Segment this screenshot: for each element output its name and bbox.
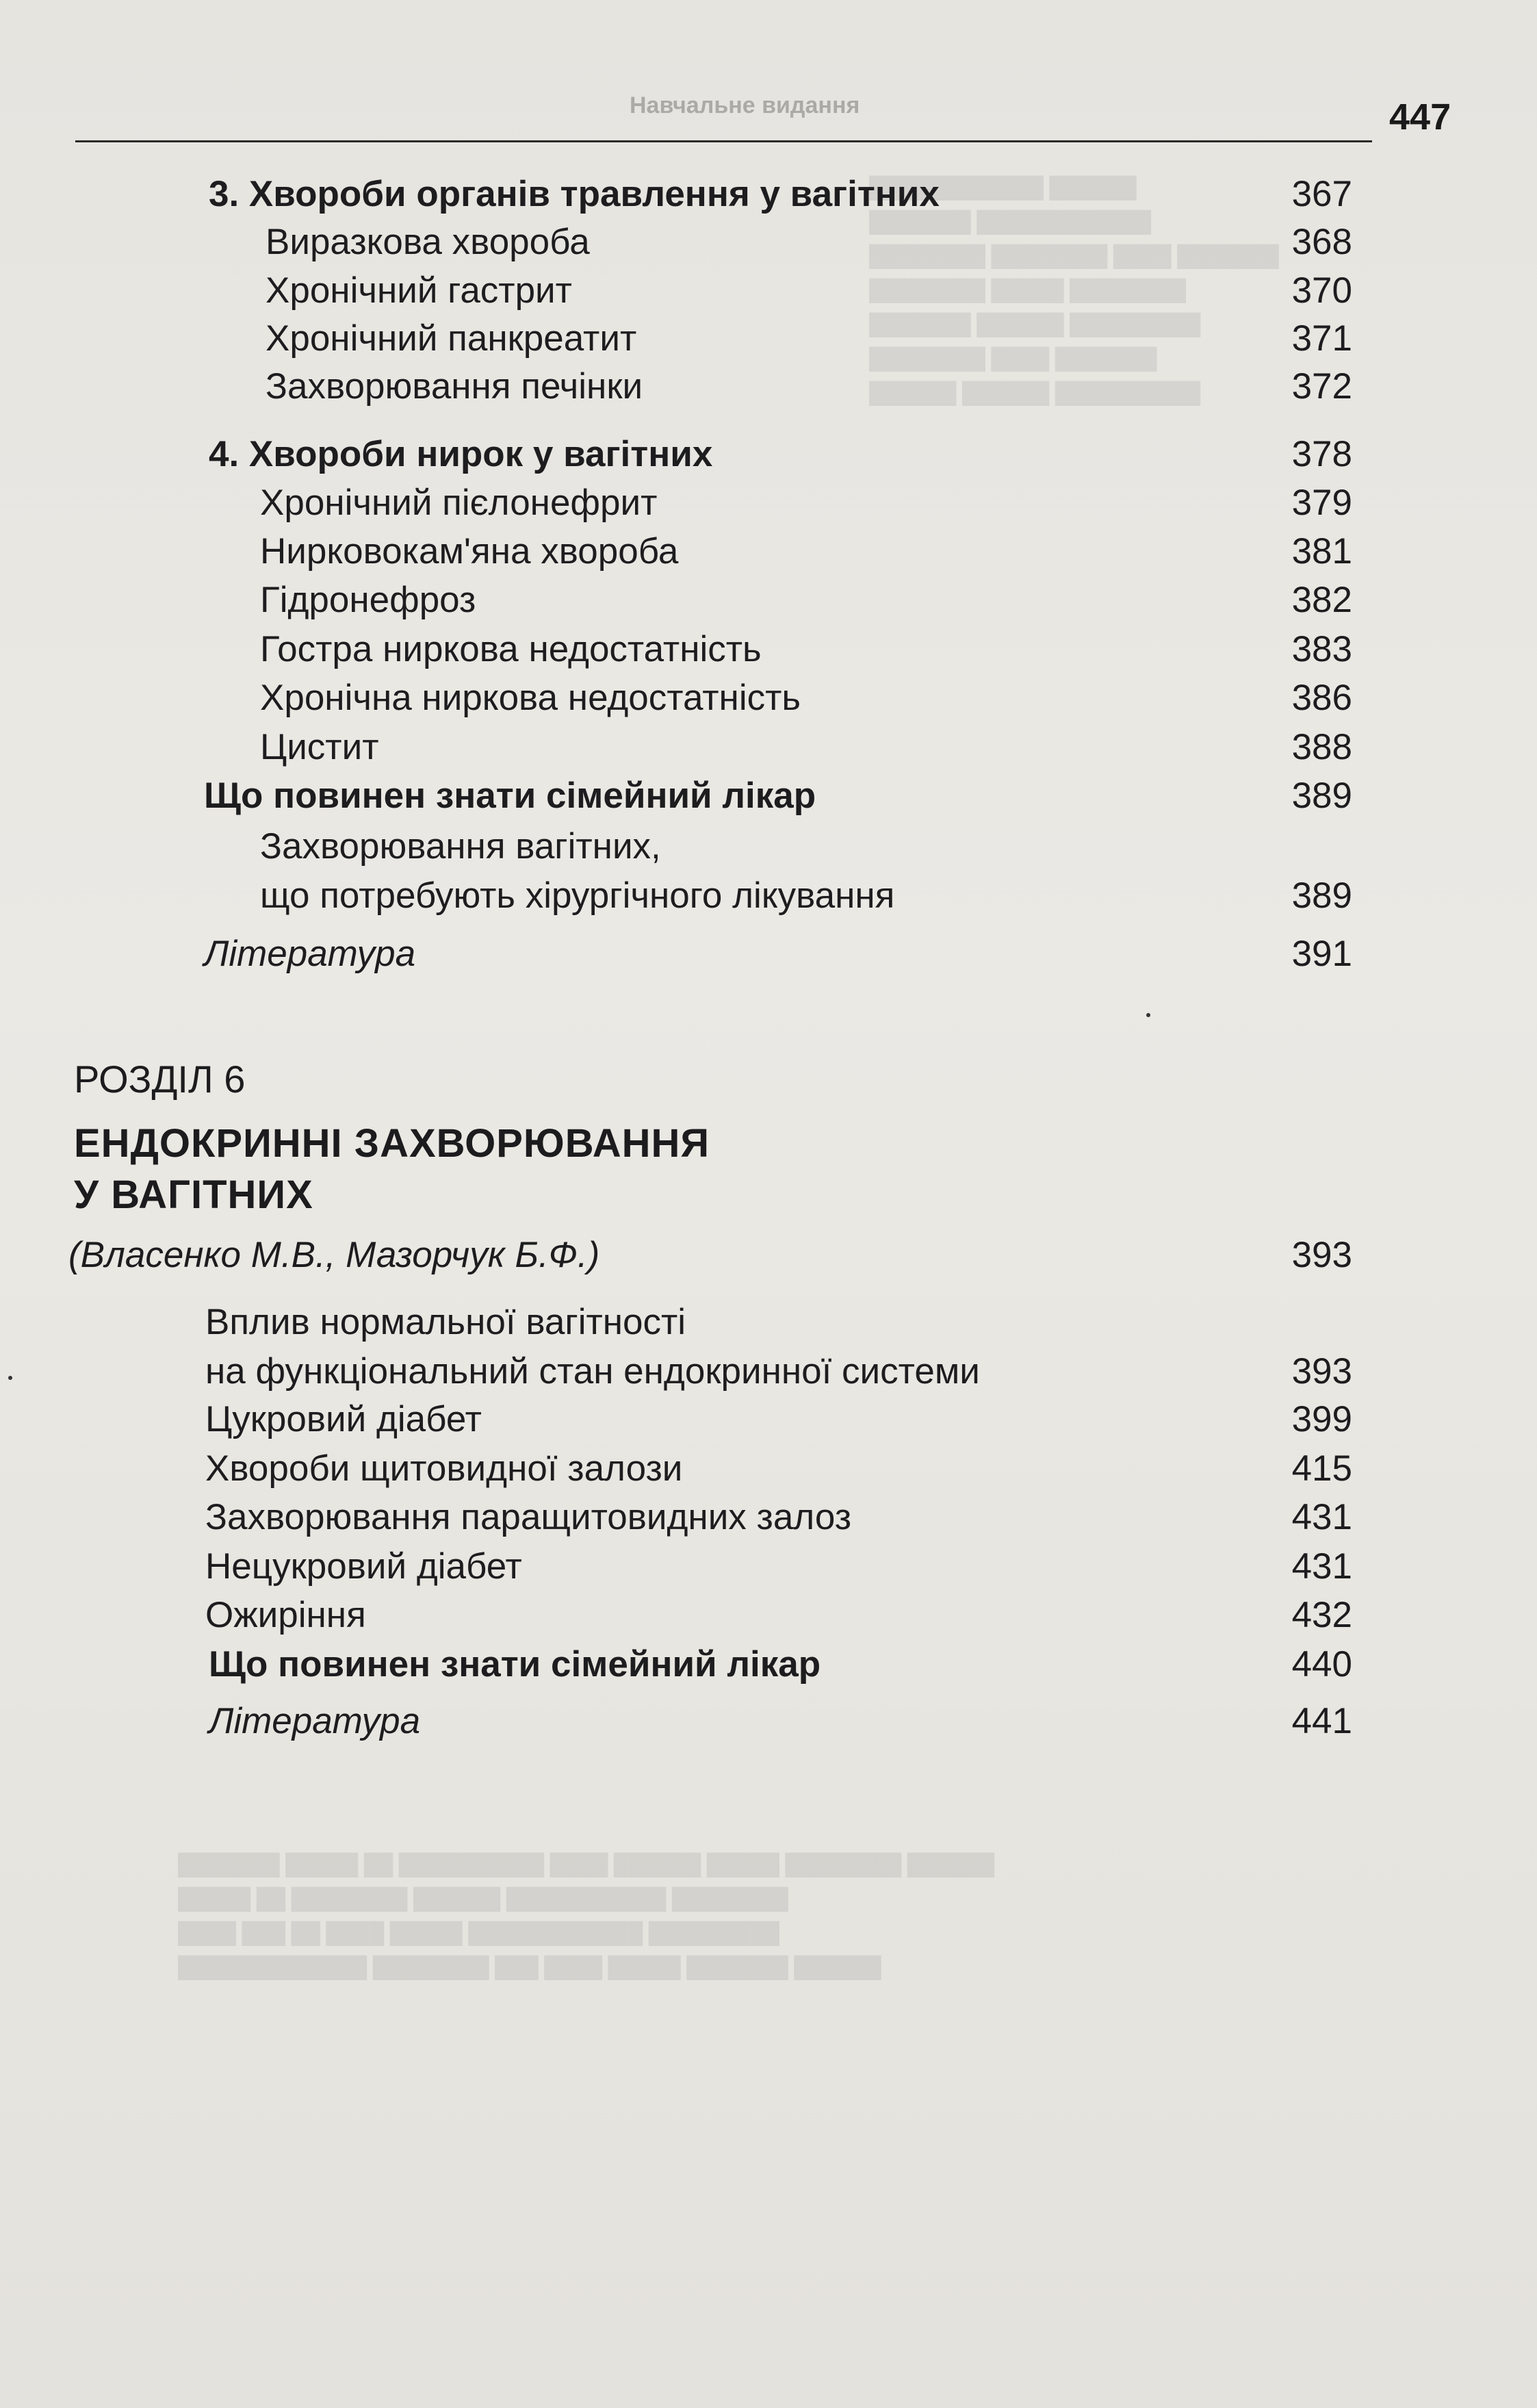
family-doctor-sub-line2: що потребують хірургічного лікування (260, 875, 895, 916)
literature-label: Література (209, 1701, 421, 1741)
toc-entry-label: Хронічний панкреатит (266, 318, 637, 359)
toc-entry-label: Цистит (260, 727, 379, 767)
toc-entry-page: 382 (1291, 580, 1352, 620)
page-number: 447 (1389, 97, 1451, 138)
family-doctor-page: 440 (1291, 1644, 1352, 1685)
chapter-title-line2: У ВАГІТНИХ (74, 1173, 313, 1217)
chapter-authors-page: 393 (1291, 1235, 1352, 1275)
toc-entry-page: 431 (1291, 1497, 1352, 1537)
influence-page: 393 (1291, 1351, 1352, 1392)
toc-entry-label: Гідронефроз (260, 580, 476, 620)
section4-page: 378 (1291, 434, 1352, 474)
toc-entry-page: 370 (1291, 270, 1352, 311)
toc-entry-label: Хронічний гастрит (266, 270, 572, 311)
speck (1146, 1013, 1150, 1017)
header-rule (75, 140, 1372, 142)
toc-entry-page: 368 (1291, 222, 1352, 262)
toc-entry-page: 379 (1291, 483, 1352, 523)
section4-title: 4. Хвороби нирок у вагітних (209, 434, 713, 474)
toc-entry-label: Цукровий діабет (205, 1399, 482, 1439)
literature-page: 391 (1291, 934, 1352, 974)
show-through-text: ████████████ ██████ ███████ ████████████ ████████ ████████ ████ ███████ ████████ █████ ████████ ███████ ██████ █████████ ████████ ████ ███████ ██████ ██████ ██████████ (869, 177, 1279, 405)
toc-entry-label: Хронічний пієлонефрит (260, 483, 658, 523)
family-doctor-title: Що повинен знати сімейний лікар (209, 1644, 821, 1685)
chapter-title (74, 1118, 710, 1220)
toc-entry-page: 399 (1291, 1399, 1352, 1439)
toc-entry-label: Нирковокам'яна хвороба (260, 531, 679, 572)
family-doctor-sub-line1: Захворювання вагітних, (260, 826, 661, 867)
toc-entry-label: Виразкова хвороба (266, 222, 590, 262)
influence-line1: Вплив нормальної вагітності (205, 1302, 686, 1342)
toc-entry-page: 381 (1291, 531, 1352, 572)
family-doctor-title: Що повинен знати сімейний лікар (204, 776, 816, 816)
chapter-title-line1: ЕНДОКРИННІ ЗАХВОРЮВАННЯ (74, 1121, 710, 1166)
family-doctor-sub-page: 389 (1291, 875, 1352, 916)
literature-page: 441 (1291, 1701, 1352, 1741)
toc-entry-page: 372 (1291, 366, 1352, 407)
toc-entry-label: Хвороби щитовидної залози (205, 1448, 683, 1489)
running-head: Навчальне видання (630, 92, 860, 118)
show-through-text-lower: ███████ █████ ██ ██████████ ████ ██████ █████ ████████ ██████ █████ ██ ████████ ██████ ███████████ ████████ ████ ███ ██ ████ █████ ████████████ █████████ █████████████ ████████ ███ ████ █████ ███████ ██████ (178, 1854, 995, 1979)
toc-entry-label: Нецукровий діабет (205, 1546, 522, 1587)
toc-entry-page: 386 (1291, 678, 1352, 718)
toc-entry-label: Захворювання печінки (266, 366, 643, 407)
toc-entry-page: 415 (1291, 1448, 1352, 1489)
section3-page: 367 (1291, 174, 1352, 214)
toc-entry-page: 383 (1291, 629, 1352, 669)
section3-title: 3. Хвороби органів травлення у вагітних (209, 174, 940, 214)
family-doctor-page: 389 (1291, 776, 1352, 816)
toc-entry-page: 431 (1291, 1546, 1352, 1587)
toc-entry-page: 371 (1291, 318, 1352, 359)
chapter-authors: (Власенко М.В., Мазорчук Б.Ф.) (68, 1235, 600, 1275)
speck (8, 1376, 12, 1380)
toc-entry-page: 432 (1291, 1595, 1352, 1635)
literature-label: Література (204, 934, 416, 974)
toc-entry-label: Гостра ниркова недостатність (260, 629, 762, 669)
influence-line2: на функціональний стан ендокринної системи (205, 1351, 980, 1392)
toc-entry-page: 388 (1291, 727, 1352, 767)
toc-entry-label: Захворювання паращитовидних залоз (205, 1497, 852, 1537)
toc-entry-label: Хронічна ниркова недостатність (260, 678, 801, 718)
chapter-label: РОЗДІЛ 6 (74, 1058, 246, 1101)
toc-entry-label: Ожиріння (205, 1595, 366, 1635)
